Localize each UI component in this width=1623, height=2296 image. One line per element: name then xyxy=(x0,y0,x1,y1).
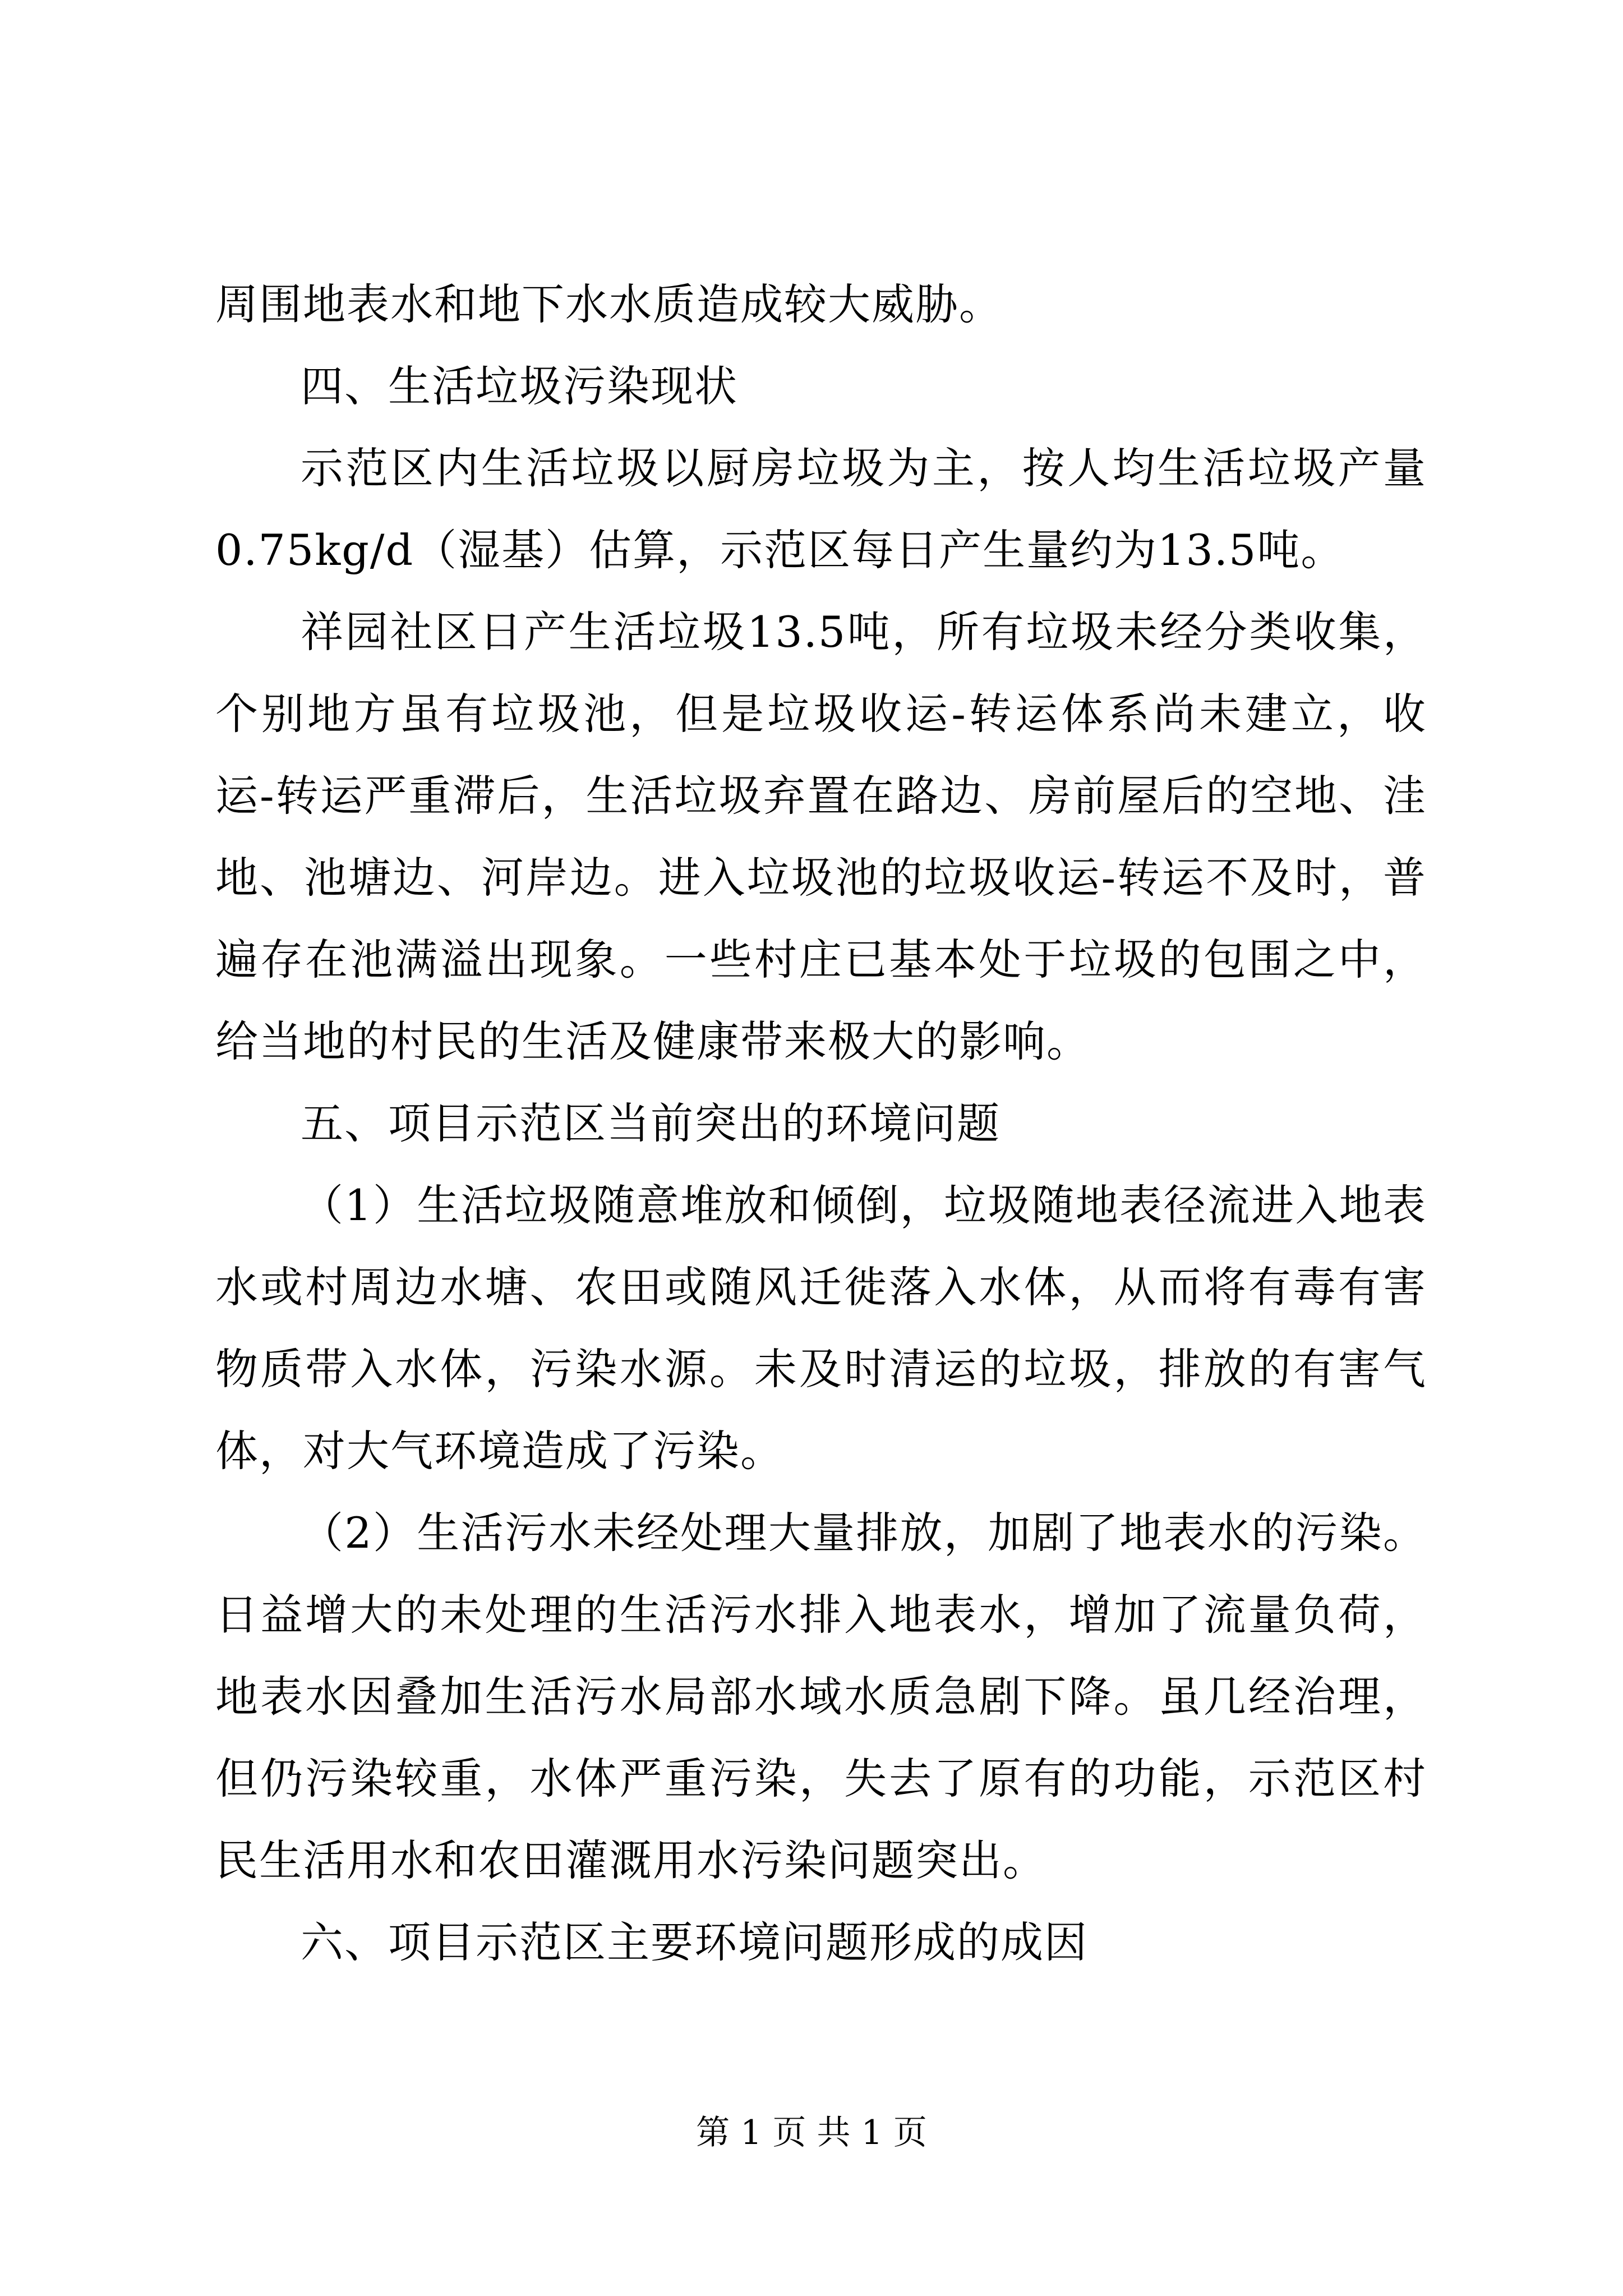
section-heading-6: 六、项目示范区主要环境问题形成的成因 xyxy=(301,1917,1088,1967)
document-body xyxy=(215,264,1427,1984)
paragraph-garbage-estimate: 示范区内生活垃圾以厨房垃圾为主，按人均生活垃圾产量0.75kg/d（湿基）估算，示范区每日产生量约为13.5吨。 xyxy=(215,443,1427,575)
list-item-2: （2）生活污水未经处理大量排放，加剧了地表水的污染。日益增大的未处理的生活污水排入地表水，增加了流量负荷，地表水因叠加生活污水局部水域水质急剧下降。虽几经治理，但仍污染较重，水体严重污染，失去了原有的功能，示范区村民生活用水和农田灌溉用水污染问题突出。 xyxy=(215,1508,1427,1885)
section-heading-5: 五、项目示范区当前突出的环境问题 xyxy=(301,1098,1000,1148)
paragraph-continuation: 周围地表水和地下水水质造成较大威胁。 xyxy=(215,279,1003,329)
section-heading-4: 四、生活垃圾污染现状 xyxy=(301,361,738,411)
paragraph-xiangyuan-community: 祥园社区日产生活垃圾13.5吨，所有垃圾未经分类收集，个别地方虽有垃圾池，但是垃圾收运-转运体系尚未建立，收运-转运严重滞后，生活垃圾弃置在路边、房前屋后的空地、洼地、池塘边、河岸边。进入垃圾池的垃圾收运-转运不及时，普遍存在池满溢出现象。一些村庄已基本处于垃圾的包围之中，给当地的村民的生活及健康带来极大的影响。 xyxy=(215,607,1427,1066)
list-item-1: （1）生活垃圾随意堆放和倾倒，垃圾随地表径流进入地表水或村周边水塘、农田或随风迁徙落入水体，从而将有毒有害物质带入水体，污染水源。未及时清运的垃圾，排放的有害气体，对大气环境造成了污染。 xyxy=(215,1180,1427,1476)
page-footer: 第 1 页 共 1 页 xyxy=(696,2113,927,2152)
